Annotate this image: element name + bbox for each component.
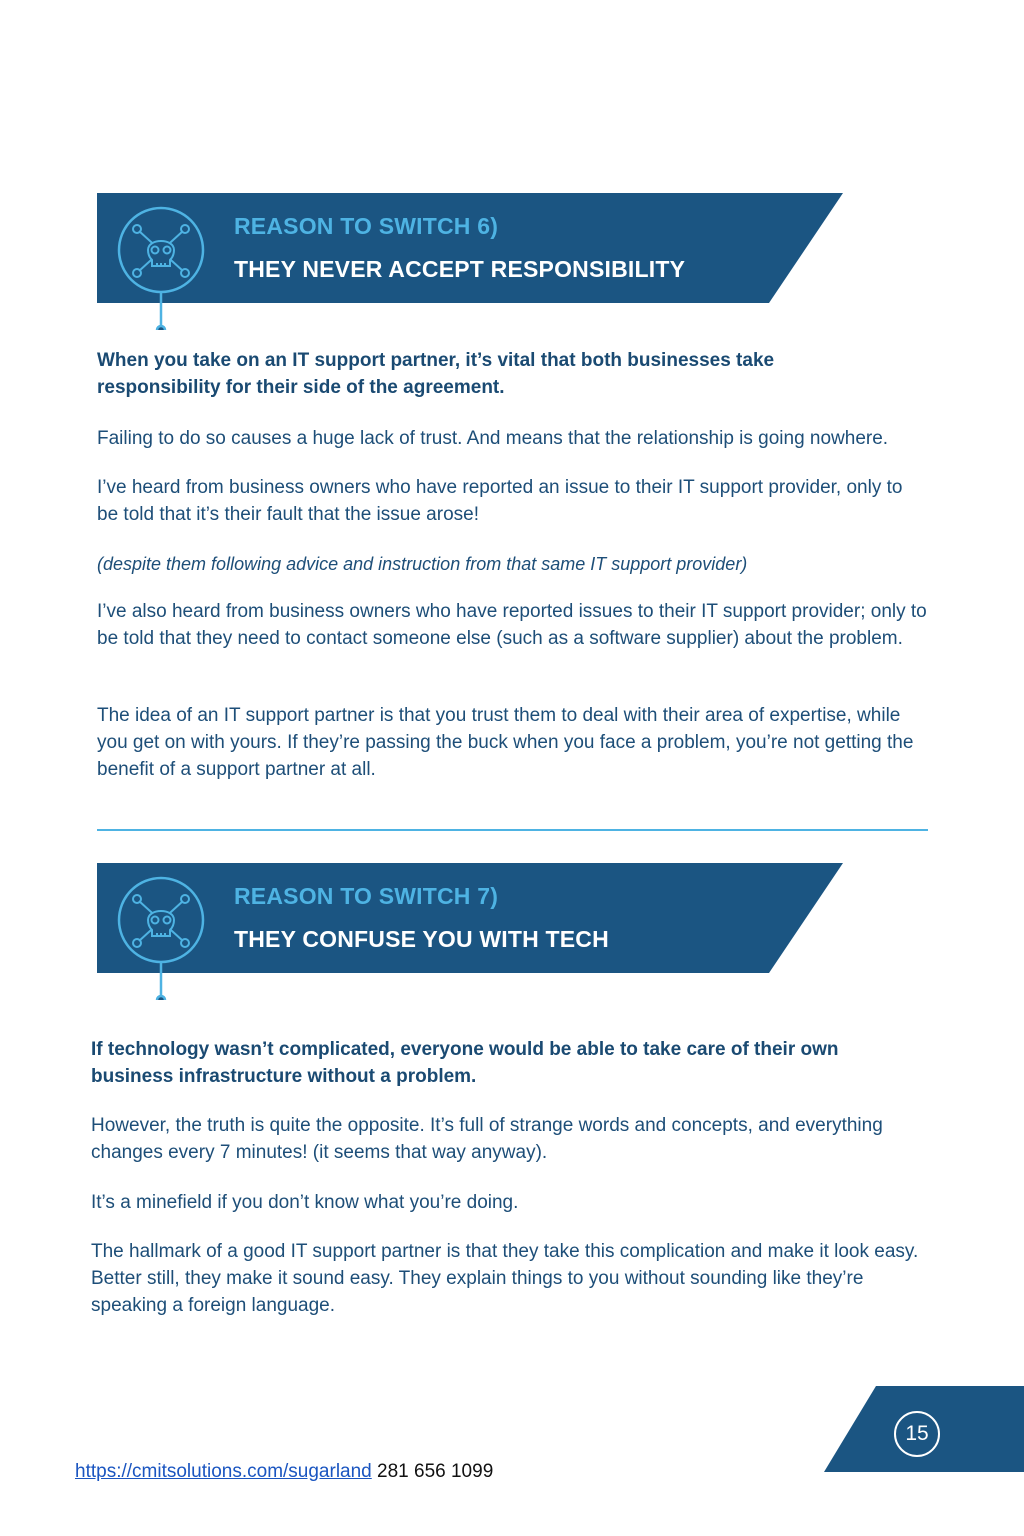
section-6-lead: When you take on an IT support partner, it’s vital that both businesses take responsibility for their side of the agreement.	[97, 350, 775, 398]
footer	[75, 1461, 493, 1483]
banner-background	[97, 863, 843, 973]
phone-number: 281 656 1099	[377, 1461, 494, 1482]
section-7-paragraph: However, the truth is quite the opposite. It’s full of strange words and concepts, and everything changes every 7 minutes! (it seems that way anyway).	[91, 1115, 883, 1163]
section-7-banner	[97, 863, 843, 973]
skull-crossbones-icon	[115, 874, 207, 1000]
section-6-banner	[97, 193, 843, 303]
section-kicker: REASON TO SWITCH 7)	[234, 883, 499, 909]
skull-crossbones-icon	[115, 204, 207, 330]
section-7-paragraph: It’s a minefield if you don’t know what you’re doing.	[91, 1192, 519, 1213]
section-7-lead: If technology wasn’t complicated, everyone would be able to take care of their own business infrastructure without a problem.	[91, 1039, 839, 1087]
section-title: THEY CONFUSE YOU WITH TECH	[234, 926, 609, 952]
website-link[interactable]: https://cmitsolutions.com/sugarland	[75, 1461, 372, 1482]
section-title: THEY NEVER ACCEPT RESPONSIBILITY	[234, 256, 686, 282]
section-6-aside: (despite them following advice and instruction from that same IT support provider)	[97, 554, 748, 574]
section-7-paragraph: The hallmark of a good IT support partner is that they take this complication and make it look easy. Better still, they make it sound easy. They explain things to you without sounding like they’re speaking a foreign language.	[91, 1241, 919, 1316]
section-6-paragraph: Failing to do so causes a huge lack of trust. And means that the relationship is going nowhere.	[97, 428, 889, 449]
page-number: 15	[894, 1411, 940, 1457]
section-6-paragraph: I’ve also heard from business owners who have reported issues to their IT support provider; only to be told that they need to contact someone else (such as a software supplier) about the problem.	[97, 601, 927, 649]
section-kicker: REASON TO SWITCH 6)	[234, 213, 499, 239]
section-6-paragraph: I’ve heard from business owners who have reported an issue to their IT support provider, only to be told that it’s their fault that the issue arose!	[97, 477, 903, 525]
banner-background	[97, 193, 843, 303]
section-6-paragraph: The idea of an IT support partner is that you trust them to deal with their area of expertise, while you get on with yours. If they’re passing the buck when you face a problem, you’re not getting the benefit of a support partner at all.	[97, 705, 914, 780]
section-divider	[97, 829, 928, 831]
